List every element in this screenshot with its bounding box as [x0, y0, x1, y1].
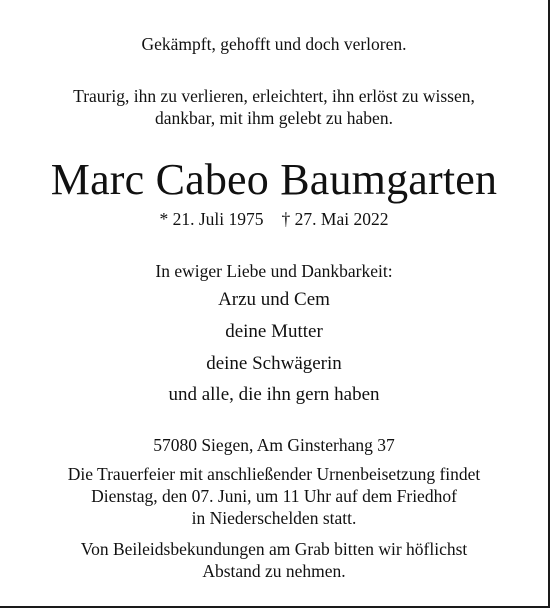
address: 57080 Siegen, Am Ginsterhang 37 — [153, 435, 395, 455]
deceased-name: Marc Cabeo Baumgarten — [50, 155, 498, 204]
motto: Gekämpft, gehofft und doch verloren. — [141, 34, 407, 54]
condolence-line-2: Abstand zu nehmen. — [202, 561, 346, 581]
death-date: † 27. Mai 2022 — [281, 209, 389, 229]
mourner-line: deine Mutter — [225, 321, 323, 342]
mourner-line: Arzu und Cem — [218, 289, 330, 310]
birth-date: * 21. Juli 1975 — [159, 209, 264, 229]
funeral-line-3: in Niederschelden statt. — [191, 508, 357, 528]
mourner-line: deine Schwägerin — [206, 353, 342, 374]
intro-line-2: dankbar, mit ihm gelebt zu haben. — [155, 108, 393, 128]
life-dates — [0, 208, 548, 230]
mourners-intro: In ewiger Liebe und Dankbarkeit: — [155, 261, 393, 281]
funeral-line-2: Dienstag, den 07. Juni, um 11 Uhr auf dem Friedhof — [91, 486, 457, 506]
funeral-line-1: Die Trauerfeier mit anschließender Urnenbeisetzung findet — [67, 464, 481, 484]
mourner-line: und alle, die ihn gern haben — [168, 384, 380, 405]
intro-line-1: Traurig, ihn zu verlieren, erleichtert, ihn erlöst zu wissen, — [73, 86, 475, 106]
condolence-line-1: Von Beileidsbekundungen am Grab bitten wir höflichst — [80, 539, 468, 559]
